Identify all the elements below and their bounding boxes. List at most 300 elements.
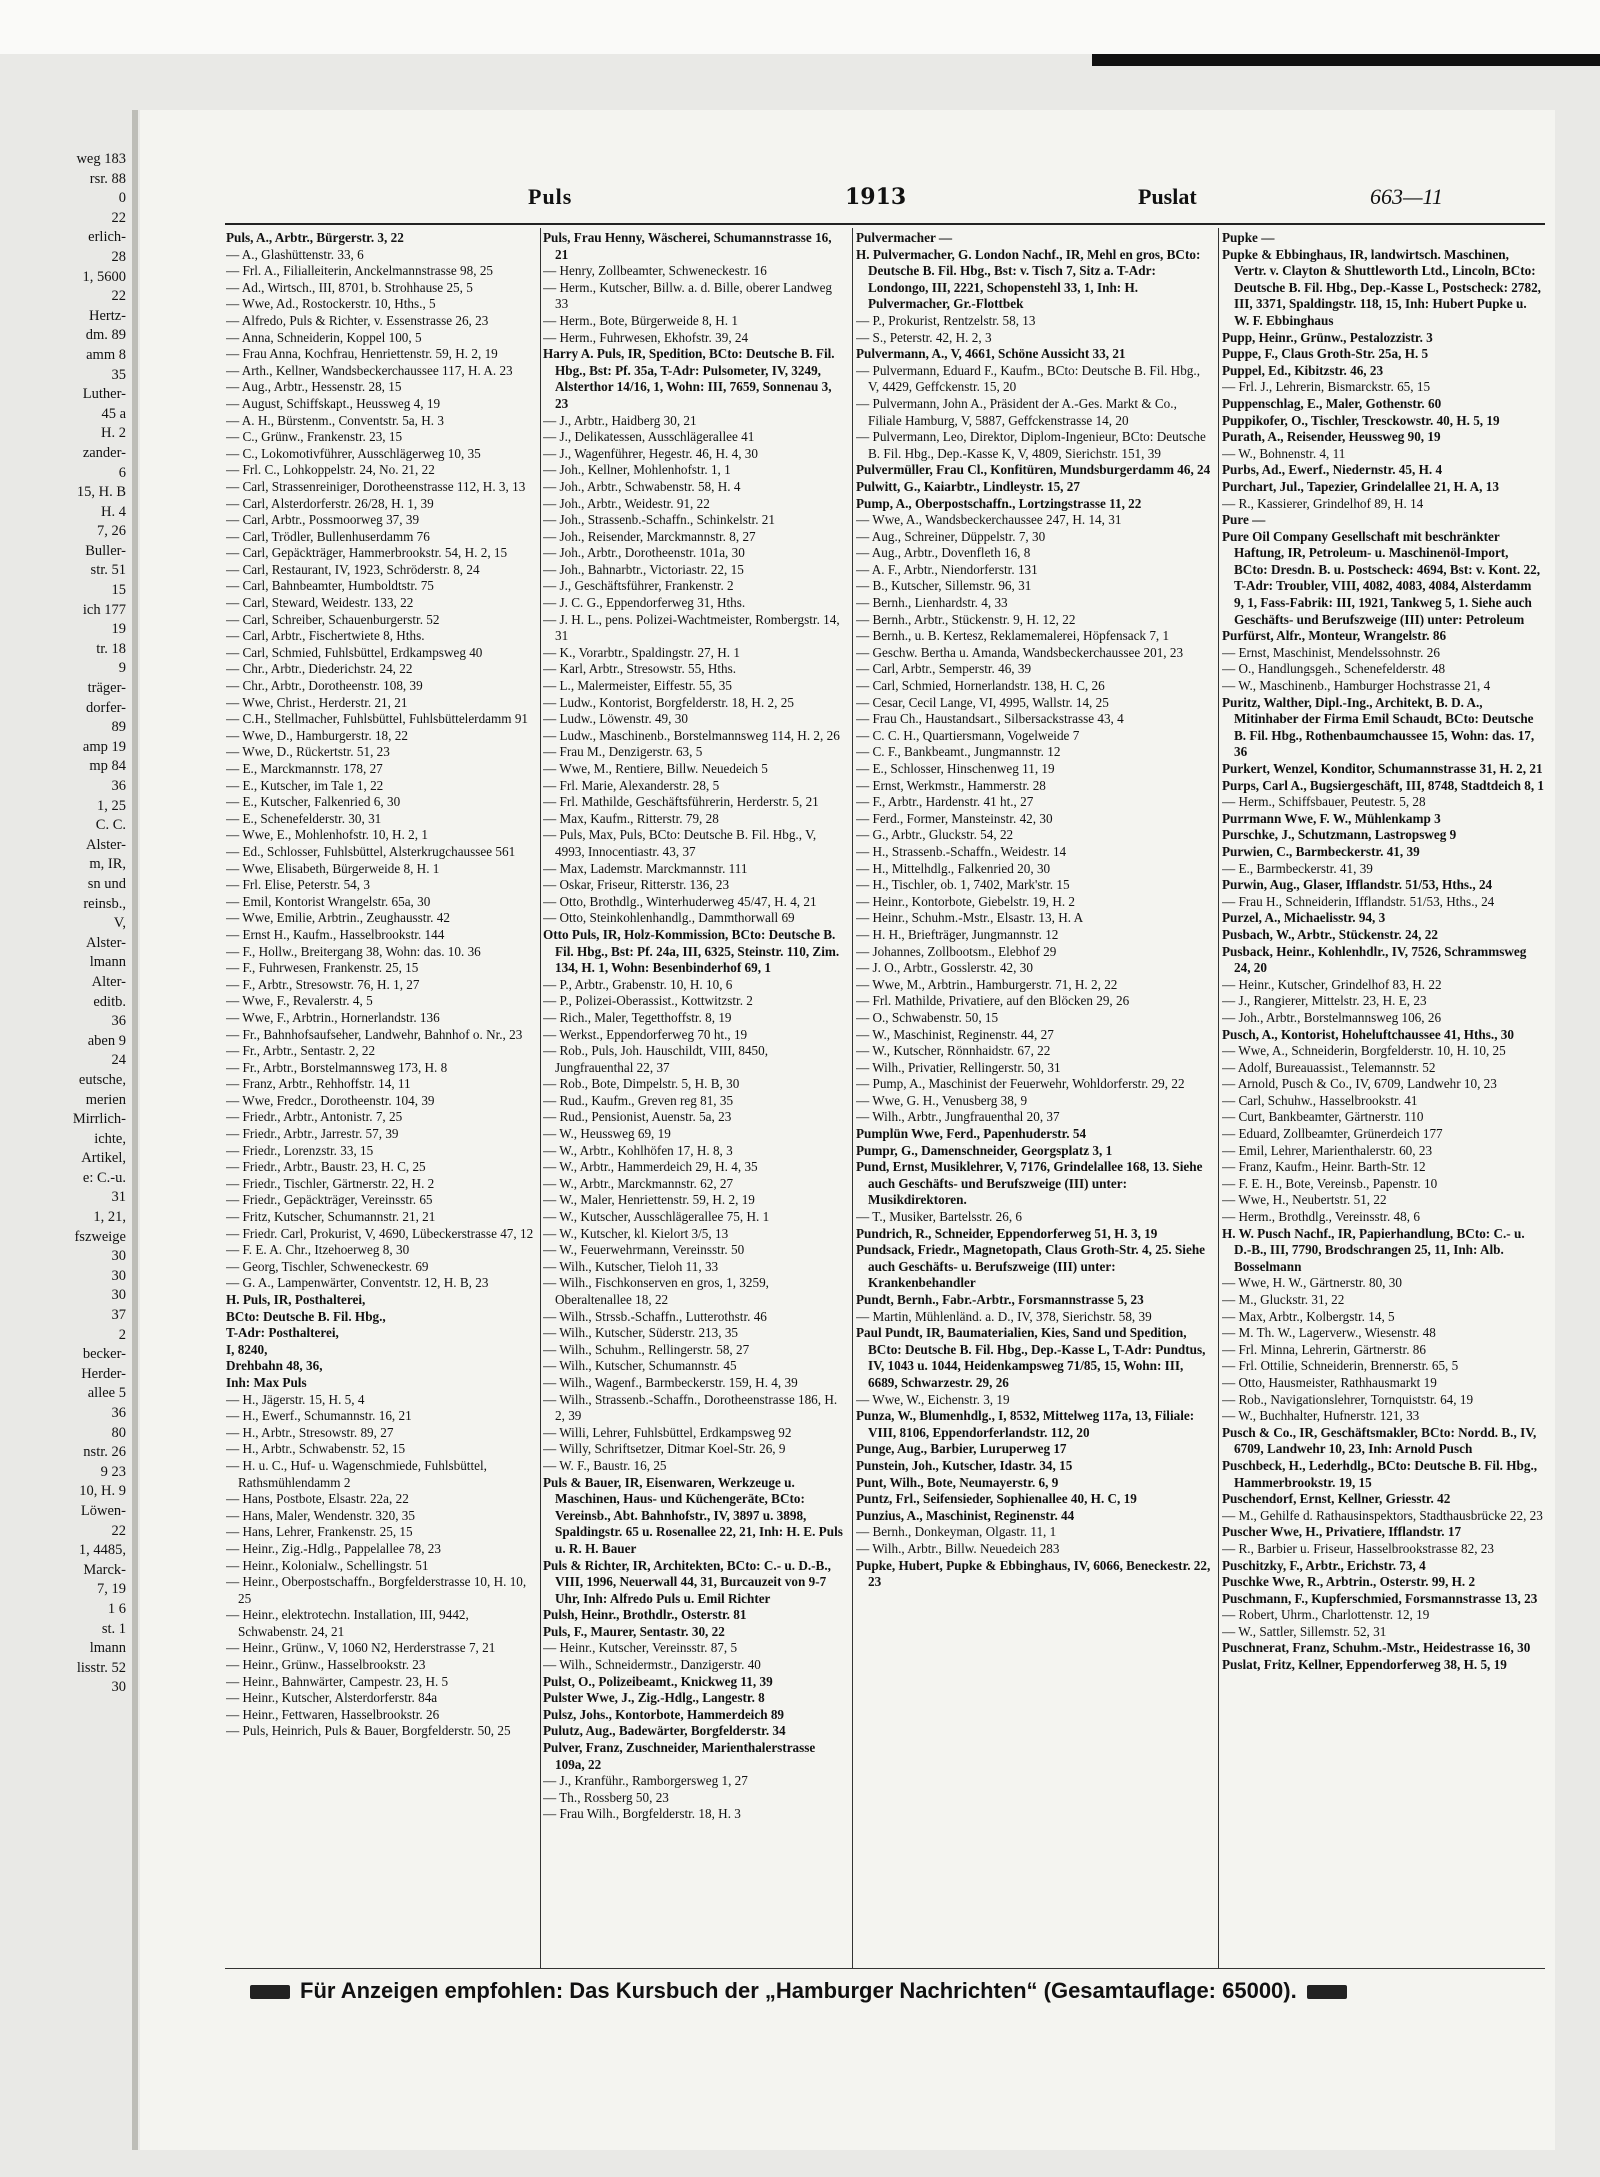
directory-entry: Pure —: [1222, 512, 1266, 528]
directory-entry: — O., Schwabenstr. 50, 15: [856, 1009, 999, 1025]
directory-entry: Pusch & Co., IR, Geschäftsmakler, BCto: Nordd. B., IV, 6709, Landwehr 10, 23, Inh: Arnold Pusch: [1222, 1424, 1537, 1457]
directory-entry: — E., Schenefelderstr. 30, 31: [226, 810, 382, 826]
directory-entry: Punzius, A., Maschinist, Reginenstr. 44: [856, 1507, 1075, 1523]
directory-entry: — Ernst, Maschinist, Mendelssohnstr. 26: [1222, 644, 1440, 660]
directory-entry: Pulsh, Heinr., Brothdlr., Osterstr. 81: [543, 1607, 747, 1623]
directory-entry: — Wilh., Privatier, Rellingerstr. 50, 31: [856, 1059, 1061, 1075]
directory-entry: — Anna, Schneiderin, Koppel 100, 5: [226, 329, 422, 345]
directory-entry: — Joh., Bahnarbtr., Victoriastr. 22, 15: [543, 561, 744, 577]
previous-page-fragment: e: C.-u.: [82, 1169, 126, 1186]
directory-entry: — Wwe, Christ., Herderstr. 21, 21: [226, 694, 408, 710]
previous-page-fragment: V,: [113, 915, 126, 932]
previous-page-fragment: Mirrlich-: [72, 1111, 126, 1128]
previous-page-fragment: lisstr. 52: [76, 1659, 126, 1676]
previous-page-fragment: fszweige: [74, 1228, 126, 1245]
previous-page-fragment: sn und: [87, 875, 126, 892]
directory-entry: — Wwe, Emilie, Arbtrin., Zeughausstr. 42: [226, 910, 450, 926]
directory-entry: — Heinr., Schuhm.-Mstr., Elsastr. 13, H. A: [856, 910, 1084, 926]
previous-page-fragment: nstr. 26: [83, 1444, 126, 1461]
directory-entry: — Carl, Steward, Weidestr. 133, 22: [226, 595, 414, 611]
directory-entry: — Carl, Schuhw., Hasselbrookstr. 41: [1222, 1092, 1418, 1108]
directory-entry: — Heinr., Bahnwärter, Campestr. 23, H. 5: [226, 1673, 449, 1689]
directory-entry: Pulvermüller, Frau Cl., Konfitüren, Mundsburgerdamm 46, 24: [856, 462, 1211, 478]
directory-entry: Pupp, Heinr., Grünw., Pestalozzistr. 3: [1222, 329, 1433, 345]
previous-page-fragment: Marck-: [83, 1561, 126, 1578]
column-divider: [540, 228, 541, 1968]
previous-page-fragment: aben 9: [87, 1032, 126, 1049]
directory-entry: BCto: Deutsche B. Fil. Hbg.,: [226, 1308, 386, 1324]
directory-entry: Pumplün Wwe, Ferd., Papenhuderstr. 54: [856, 1126, 1087, 1142]
directory-entry: — Wilh., Schneidermstr., Danzigerstr. 40: [543, 1657, 761, 1673]
directory-entry: — Fr., Arbtr., Sentastr. 2, 22: [226, 1043, 376, 1059]
directory-entry: — Wwe, Fredcr., Dorotheenstr. 104, 39: [226, 1092, 435, 1108]
previous-page-fragment: 30: [111, 1287, 126, 1304]
directory-entry: — Puls, Heinrich, Puls & Bauer, Borgfelderstr. 50, 25: [226, 1723, 511, 1739]
directory-entry: — J., Arbtr., Haidberg 30, 21: [543, 412, 697, 428]
directory-entry: — H., Arbtr., Stresowstr. 89, 27: [226, 1424, 394, 1440]
directory-entry: Pupke, Hubert, Pupke & Ebbinghaus, IV, 6066, Beneckestr. 22, 23: [856, 1557, 1211, 1590]
directory-entry: — W. F., Baustr. 16, 25: [543, 1457, 667, 1473]
previous-page-fragment: H. 2: [101, 425, 126, 442]
previous-page-fragment: 30: [111, 1267, 126, 1284]
previous-page-fragment: 30: [111, 1679, 126, 1696]
directory-entry: — Bernh., Arbtr., Stückenstr. 9, H. 12, 22: [856, 611, 1076, 627]
directory-entry: — Heinr., Oberpostschaffn., Borgfelderstrasse 10, H. 10, 25: [226, 1574, 527, 1606]
directory-entry: — Friedr. Carl, Prokurist, V, 4690, Lübeckerstrasse 47, 12: [226, 1225, 534, 1241]
directory-entry: — Eduard, Zollbeamter, Grünerdeich 177: [1222, 1126, 1443, 1142]
previous-page-fragment: ich 177: [82, 601, 126, 618]
directory-column-3: [856, 230, 1212, 1970]
previous-page-fragment: rsr. 88: [89, 170, 126, 187]
directory-entry: — Rob., Puls, Joh. Hauschildt, VIII, 8450, Jungfrauenthal 22, 37: [543, 1043, 769, 1075]
directory-entry: — Ed., Schlosser, Fuhlsbüttel, Alsterkrugchaussee 561: [226, 843, 516, 859]
previous-page-fragment: eutsche,: [78, 1071, 126, 1088]
directory-entry: — Ludw., Löwenstr. 49, 30: [543, 711, 688, 727]
directory-entry: — Henry, Zollbeamter, Schweneckestr. 16: [543, 263, 767, 279]
directory-entry: — Heinr., Fettwaren, Hasselbrookstr. 26: [226, 1706, 440, 1722]
previous-page-fragment: träger-: [87, 680, 126, 697]
directory-entry: — Carl, Alsterdorferstr. 26/28, H. 1, 39: [226, 495, 434, 511]
footer-text: Für Anzeigen empfohlen: Das Kursbuch der „Hamburger Nachrichten“ (Gesamtauflage: 65000).: [300, 1978, 1297, 2003]
previous-page-fragment: 35: [111, 366, 126, 383]
directory-entry: Purkert, Wenzel, Konditor, Schumannstrasse 31, H. 2, 21: [1222, 761, 1543, 776]
directory-entry: — Wwe, H. W., Gärtnerstr. 80, 30: [1222, 1275, 1402, 1291]
previous-page-fragment: 9: [118, 660, 126, 677]
directory-entry: — Georg, Tischler, Schweneckestr. 69: [226, 1258, 429, 1274]
directory-entry: Puschmann, F., Kupferschmied, Forsmannstrasse 13, 23: [1222, 1590, 1538, 1606]
header-page-number: 663—11: [1370, 184, 1443, 209]
directory-entry: — Cesar, Cecil Lange, VI, 4995, Wallstr. 14, 25: [856, 694, 1109, 710]
directory-entry: — C. F., Bankbeamt., Jungmannstr. 12: [856, 744, 1061, 760]
directory-entry: Purzel, A., Michaelisstr. 94, 3: [1222, 910, 1386, 926]
directory-entry: — E., Schlosser, Hinschenweg 11, 19: [856, 761, 1055, 776]
directory-entry: Puschitzky, F., Arbtr., Erichstr. 73, 4: [1222, 1557, 1426, 1573]
directory-entry: — W., Bohnenstr. 4, 11: [1222, 445, 1346, 461]
directory-entry: Pulver, Franz, Zuschneider, Marienthalerstrasse 109a, 22: [543, 1740, 816, 1772]
directory-entry: — C. C. H., Quartiersmann, Vogelweide 7: [856, 727, 1080, 743]
directory-entry: Punza, W., Blumenhdlg., I, 8532, Mittelweg 117a, 13, Filiale: VIII, 8106, Eppendorferlandstr. 112, 20: [856, 1408, 1195, 1440]
directory-entry: — J., Wagenführer, Hegestr. 46, H. 4, 30: [543, 445, 758, 461]
directory-entry: — P., Polizei-Oberassist., Kottwitzstr. 2: [543, 993, 753, 1009]
directory-entry: — W., Kutscher, Ausschlägerallee 75, H. 1: [543, 1209, 770, 1225]
previous-page-fragment: 22: [111, 209, 126, 226]
directory-entry: Pundt, Bernh., Fabr.-Arbtr., Forsmannstrasse 5, 23: [856, 1292, 1144, 1307]
directory-entry: — Pulvermann, Leo, Direktor, Diplom-Ingenieur, BCto: Deutsche B. Fil. Hbg., Dep.-Kasse K, V, 4809, Sierichstr. 151, 39: [856, 429, 1206, 461]
directory-entry: Pulvermacher —: [856, 230, 953, 245]
previous-page-fragment: 1 6: [107, 1600, 126, 1617]
directory-entry: Puls, Frau Henny, Wäscherei, Schumannstrasse 16, 21: [543, 230, 832, 262]
directory-entry: Pundrich, R., Schneider, Eppendorferweg 51, H. 3, 19: [856, 1225, 1158, 1241]
directory-entry: Puppikofer, O., Tischler, Tresckowstr. 40, H. 5, 19: [1222, 412, 1500, 428]
directory-entry: — Friedr., Gepäckträger, Vereinsstr. 65: [226, 1192, 433, 1208]
directory-entry: — H., Strassenb.-Schaffn., Weidestr. 14: [856, 843, 1067, 859]
directory-entry: I, 8240,: [226, 1341, 268, 1357]
directory-entry: — Ad., Wirtsch., III, 8701, b. Strohhause 25, 5: [226, 279, 473, 295]
directory-entry: — Frl. Marie, Alexanderstr. 28, 5: [543, 777, 720, 793]
directory-entry: Punge, Aug., Barbier, Luruperweg 17: [856, 1441, 1067, 1457]
directory-entry: — W., Maler, Henriettenstr. 59, H. 2, 19: [543, 1192, 755, 1208]
previous-page-fragment: reinsb.,: [83, 895, 126, 912]
previous-page-fragment: 6: [118, 464, 126, 481]
header-right-word: Puslat: [1138, 184, 1197, 209]
previous-page-fragment: Hertz-: [88, 307, 126, 324]
directory-entry: — Joh., Arbtr., Dorotheenstr. 101a, 30: [543, 545, 745, 561]
previous-page-fragment: C. C.: [95, 817, 126, 834]
directory-entry: — Curt, Bankbeamter, Gärtnerstr. 110: [1222, 1109, 1424, 1125]
directory-entry: — Bernh., Lienhardstr. 4, 33: [856, 595, 1008, 611]
directory-entry: — G. A., Lampenwärter, Conventstr. 12, H. B, 23: [226, 1275, 489, 1291]
directory-entry: — H., Jägerstr. 15, H. 5, 4: [226, 1391, 365, 1407]
directory-entry: — Fr., Arbtr., Borstelmannsweg 173, H. 8: [226, 1059, 448, 1075]
directory-entry: — W., Arbtr., Marckmannstr. 62, 27: [543, 1175, 734, 1191]
previous-page-fragment: m, IR,: [89, 856, 126, 873]
directory-entry: — Hans, Lehrer, Frankenstr. 25, 15: [226, 1524, 413, 1540]
previous-page-fragment: 22: [111, 288, 126, 305]
directory-entry: — Wilh., Strassenb.-Schaffn., Dorotheenstrasse 186, H. 2, 39: [543, 1391, 838, 1424]
directory-entry: — W., Arbtr., Hammerdeich 29, H. 4, 35: [543, 1159, 758, 1175]
directory-entry: — Joh., Kellner, Mohlenhofstr. 1, 1: [543, 462, 731, 478]
directory-entry: — Heinr., elektrotechn. Installation, III, 9442, Schwabenstr. 24, 21: [226, 1607, 469, 1639]
directory-entry: Puls, A., Arbtr., Bürgerstr. 3, 22: [226, 230, 404, 245]
previous-page-fragment: 45 a: [101, 405, 126, 422]
directory-entry: — R., Kassierer, Grindelhof 89, H. 14: [1222, 495, 1424, 511]
directory-entry: — Wilh., Schuhm., Rellingerstr. 58, 27: [543, 1341, 750, 1357]
directory-entry: Pupke & Ebbinghaus, IR, landwirtsch. Maschinen, Vertr. v. Clayton & Shuttleworth Ltd., Lincoln, BCto: Deutsche B. Fil. Hbg., Dep.-Kasse L, Postscheck: 2782, III, 3371, Spaldingstr. 118, 15, Inh: Hubert Pupke u. W. F. Ebbinghaus: [1222, 246, 1541, 328]
directory-entry: — H., Tischler, ob. 1, 7402, Mark'str. 15: [856, 877, 1070, 893]
directory-entry: Drehbahn 48, 36,: [226, 1358, 323, 1374]
directory-entry: — Wwe, M., Arbtrin., Hamburgerstr. 71, H. 2, 22: [856, 976, 1118, 992]
directory-entry: Puntz, Frl., Seifensieder, Sophienallee 40, H. C, 19: [856, 1491, 1137, 1507]
directory-entry: — Ferd., Former, Mansteinstr. 42, 30: [856, 810, 1053, 826]
directory-entry: — Ernst, Werkmstr., Hammerstr. 28: [856, 777, 1046, 793]
directory-entry: — W., Maschinist, Reginenstr. 44, 27: [856, 1026, 1054, 1042]
directory-entry: — P., Prokurist, Rentzelstr. 58, 13: [856, 312, 1036, 328]
previous-page-fragment: editb.: [93, 993, 126, 1010]
directory-entry: Puls, F., Maurer, Sentastr. 30, 22: [543, 1623, 725, 1639]
directory-entry: — W., Kutscher, kl. Kielort 3/5, 13: [543, 1225, 729, 1241]
directory-entry: — Max, Lademstr. Marckmannstr. 111: [543, 860, 748, 876]
directory-entry: — Rob., Navigationslehrer, Tornquiststr. 64, 19: [1222, 1391, 1474, 1407]
directory-entry: — Frl. A., Filialleiterin, Anckelmannstrasse 98, 25: [226, 263, 494, 279]
directory-entry: — Heinr., Kutscher, Vereinsstr. 87, 5: [543, 1640, 738, 1656]
directory-entry: — Johannes, Zollbootsm., Elebhof 29: [856, 943, 1057, 959]
directory-entry: Purwin, Aug., Glaser, Ifflandstr. 51/53, Hths., 24: [1222, 877, 1493, 893]
directory-entry: — Wwe, M., Rentiere, Billw. Neuedeich 5: [543, 761, 768, 776]
directory-entry: Puppenschlag, E., Maler, Gothenstr. 60: [1222, 395, 1442, 411]
directory-entry: — M. Th. W., Lagerverw., Wiesenstr. 48: [1222, 1325, 1436, 1341]
directory-entry: — Frau Ch., Haustandsart., Silbersackstrasse 43, 4: [856, 711, 1124, 727]
directory-entry: — H., Ewerf., Schumannstr. 16, 21: [226, 1408, 412, 1424]
directory-entry: — L., Malermeister, Eiffestr. 55, 35: [543, 678, 732, 694]
previous-page-fragment: 22: [111, 1522, 126, 1539]
directory-entry: Pumpr, G., Damenschneider, Georgsplatz 3, 1: [856, 1142, 1113, 1158]
previous-page-fragment: lmann: [89, 1640, 126, 1657]
directory-entry: — W., Maschinenb., Hamburger Hochstrasse 21, 4: [1222, 678, 1491, 694]
directory-entry: — Frl. J., Lehrerin, Bismarckstr. 65, 15: [1222, 379, 1431, 395]
directory-entry: — Chr., Arbtr., Diederichstr. 24, 22: [226, 661, 413, 677]
directory-entry: — Wwe, E., Mohlenhofstr. 10, H. 2, 1: [226, 827, 428, 843]
directory-entry: Pupke —: [1222, 230, 1275, 245]
directory-entry: — Rich., Maler, Tegetthoffstr. 8, 19: [543, 1009, 732, 1025]
previous-page-fragment: 2: [118, 1326, 126, 1343]
previous-page-fragment: st. 1: [101, 1620, 126, 1637]
directory-entry: — Bernh., u. B. Kertesz, Reklamemalerei, Höpfensack 7, 1: [856, 628, 1170, 644]
directory-entry: — Willi, Lehrer, Fuhlsbüttel, Erdkampsweg 92: [543, 1424, 792, 1440]
directory-entry: Pump, A., Oberpostschaffn., Lortzingstrasse 11, 22: [856, 495, 1142, 511]
directory-entry: Punstein, Joh., Kutscher, Idastr. 34, 15: [856, 1457, 1073, 1473]
directory-entry: — Carl, Strassenreiniger, Dorotheenstrasse 112, H. 3, 13: [226, 478, 526, 494]
directory-entry: — S., Peterstr. 42, H. 2, 3: [856, 329, 992, 345]
directory-entry: — Emil, Lehrer, Marienthalerstr. 60, 23: [1222, 1142, 1433, 1158]
previous-page-fragment: lmann: [89, 954, 126, 971]
directory-entry: — Bernh., Donkeyman, Olgastr. 11, 1: [856, 1524, 1057, 1540]
directory-entry: — Heinr., Kutscher, Alsterdorferstr. 84a: [226, 1690, 438, 1706]
previous-page-fragment: 1, 4485,: [78, 1542, 126, 1559]
previous-page-fragment: 7, 19: [97, 1581, 126, 1598]
directory-entry: — Heinr., Grünw., V, 1060 N2, Herderstrasse 7, 21: [226, 1640, 496, 1656]
directory-entry: Pulst, O., Polizeibeamt., Knickweg 11, 39: [543, 1673, 773, 1689]
directory-entry: — Carl, Schmied, Fuhlsbüttel, Erdkampsweg 40: [226, 644, 483, 660]
previous-page-fragment: 28: [111, 248, 126, 265]
directory-entry: Pure Oil Company Gesellschaft mit beschränkter Haftung, IR, Petroleum- u. Maschinenöl-Import, BCto: Dresdn. B. u. Postscheck: 4694, Bst: v. Kont. 22, T-Adr: Troubler, VIII, 4082, 4083, 4084, Alsterdamm 9, 1, Fass-Fabrik: III, 1921, Tankweg 5, 1. Siehe auch Geschäfts- und Berufszweige (III) unter: Petroleum: [1222, 528, 1541, 627]
directory-entry: H. Pulvermacher, G. London Nachf., IR, Mehl en gros, BCto: Deutsche B. Fil. Hbg., Bst: v. Tisch 7, Sitz a. T-Adr: Londongo, III, 2221, Schopenstehl 33, 1, Inh: H. Pulvermacher, Gr.-Flottbek: [856, 246, 1201, 312]
directory-entry: — C., Grünw., Frankenstr. 23, 15: [226, 429, 403, 445]
previous-page-fragment: weg 183: [76, 151, 126, 167]
previous-page-fragment: Buller-: [85, 542, 126, 559]
directory-entry: — J., Geschäftsführer, Frankenstr. 2: [543, 578, 734, 594]
directory-entry: — Wwe, W., Eichenstr. 3, 19: [856, 1391, 1010, 1407]
pointing-hand-icon: [250, 1985, 290, 1999]
previous-page-fragment: erlich-: [88, 229, 126, 246]
directory-entry: — Joh., Strassenb.-Schaffn., Schinkelstr. 21: [543, 512, 775, 528]
directory-entry: H. Puls, IR, Posthalterei,: [226, 1292, 366, 1307]
directory-entry: — C.H., Stellmacher, Fuhlsbüttel, Fuhlsbüttelerdamm 91: [226, 711, 529, 727]
directory-entry: — Carl, Schmied, Hornerlandstr. 138, H. C, 26: [856, 678, 1105, 694]
directory-entry: — Heinr., Kutscher, Grindelhof 83, H. 22: [1222, 976, 1442, 992]
previous-page-fragment: 15, H. B: [76, 484, 126, 501]
previous-page-fragment: Luther-: [82, 386, 126, 403]
previous-page-fragment: Alster-: [86, 836, 126, 853]
directory-entry: — Joh., Reisender, Marckmannstr. 8, 27: [543, 528, 756, 544]
previous-page-fragment: 89: [111, 719, 126, 736]
previous-page-fragment: Herder-: [81, 1365, 126, 1382]
previous-page-fragment: 30: [111, 1248, 126, 1265]
previous-page-edge: [0, 150, 128, 2000]
directory-entry: — Herm., Bote, Bürgerweide 8, H. 1: [543, 312, 738, 328]
directory-entry: — Franz, Kaufm., Heinr. Barth-Str. 12: [1222, 1159, 1426, 1175]
directory-entry: — K., Vorarbtr., Spaldingstr. 27, H. 1: [543, 644, 740, 660]
directory-entry: Inh: Max Puls: [226, 1374, 307, 1390]
directory-entry: — B., Kutscher, Sillemstr. 96, 31: [856, 578, 1032, 594]
directory-entry: — H., Mittelhdlg., Falkenried 20, 30: [856, 860, 1051, 876]
directory-entry: — R., Barbier u. Friseur, Hasselbrookstrasse 82, 23: [1222, 1540, 1494, 1556]
previous-page-fragment: zander-: [82, 444, 126, 461]
directory-column-4: [1222, 230, 1544, 1970]
previous-page-fragment: 7, 26: [97, 523, 126, 540]
directory-entry: — E., Kutscher, im Tale 1, 22: [226, 777, 384, 793]
directory-entry: — Friedr., Lorenzstr. 33, 15: [226, 1142, 374, 1158]
previous-page-fragment: 80: [111, 1424, 126, 1441]
directory-entry: — Fr., Bahnhofsaufseher, Landwehr, Bahnhof o. Nr., 23: [226, 1026, 523, 1042]
previous-page-fragment: Artikel,: [81, 1150, 126, 1167]
directory-entry: — F. E. H., Bote, Vereinsb., Papenstr. 10: [1222, 1175, 1438, 1191]
directory-entry: — A. H., Bürstenm., Conventstr. 5a, H. 3: [226, 412, 444, 428]
previous-page-fragment: Alster-: [86, 934, 126, 951]
directory-entry: — Wilh., Arbtr., Billw. Neuedeich 283: [856, 1540, 1060, 1556]
directory-entry: — Frl. Minna, Lehrerin, Gärtnerstr. 86: [1222, 1341, 1426, 1357]
directory-entry: Pusback, Heinr., Kohlenhdlr., IV, 7526, Schrammsweg 24, 20: [1222, 943, 1527, 976]
directory-entry: Puritz, Walther, Dipl.-Ing., Architekt, B. D. A., Mitinhaber der Firma Emil Schaudt, BCto: Deutsche B. Fil. Hbg., Rothenbaumchaussee 15, Wohn: das. 17, 36: [1222, 694, 1535, 760]
directory-entry: — A. F., Arbtr., Niendorferstr. 131: [856, 561, 1038, 577]
directory-entry: — Karl, Arbtr., Stresowstr. 55, Hths.: [543, 661, 737, 677]
previous-page-fragment: 1, 25: [97, 797, 126, 814]
directory-entry: — M., Gehilfe d. Rathausinspektors, Stadthausbrücke 22, 23: [1222, 1507, 1543, 1523]
previous-page-fragment: 15: [111, 582, 126, 599]
directory-entry: Puppe, F., Claus Groth-Str. 25a, H. 5: [1222, 346, 1429, 362]
directory-entry: Harry A. Puls, IR, Spedition, BCto: Deutsche B. Fil. Hbg., Bst: Pf. 35a, T-Adr: Pulsometer, IV, 3249, Alsterthor 14/16, 1, Wohn: III, 7659, Sonnenau 3, 23: [543, 346, 835, 411]
directory-entry: — Joh., Arbtr., Weidestr. 91, 22: [543, 495, 710, 511]
directory-entry: — Fritz, Kutscher, Schumannstr. 21, 21: [226, 1209, 436, 1225]
directory-entry: — F., Arbtr., Hardenstr. 41 ht., 27: [856, 794, 1034, 810]
directory-entry: — W., Buchhalter, Hufnerstr. 121, 33: [1222, 1408, 1420, 1424]
directory-entry: Puscher Wwe, H., Privatiere, Ifflandstr. 17: [1222, 1524, 1462, 1540]
directory-entry: — E., Barmbeckerstr. 41, 39: [1222, 860, 1373, 876]
directory-entry: — Wilh., Kutscher, Schumannstr. 45: [543, 1358, 737, 1374]
directory-entry: — Otto, Brothdlg., Winterhuderweg 45/47, H. 4, 21: [543, 893, 817, 909]
directory-entry: — Rud., Kaufm., Greven reg 81, 35: [543, 1092, 734, 1108]
directory-entry: — Th., Rossberg 50, 23: [543, 1789, 669, 1805]
directory-entry: — Otto, Hausmeister, Rathhausmarkt 19: [1222, 1374, 1437, 1390]
directory-entry: — Pump, A., Maschinist der Feuerwehr, Wohldorferstr. 29, 22: [856, 1076, 1185, 1092]
directory-entry: — Hans, Maler, Wendenstr. 320, 35: [226, 1507, 415, 1523]
directory-entry: — Wilh., Strssb.-Schaffn., Lutterothstr. 46: [543, 1308, 767, 1324]
directory-entry: — Carl, Restaurant, IV, 1923, Schröderstr. 8, 24: [226, 561, 480, 577]
directory-entry: — Wwe, F., Arbtrin., Hornerlandstr. 136: [226, 1009, 440, 1025]
previous-page-fragment: Alter-: [91, 973, 126, 990]
directory-entry: — F., Hollw., Breitergang 38, Wohn: das. 10. 36: [226, 943, 481, 959]
directory-entry: — Herm., Kutscher, Billw. a. d. Bille, oberer Landweg 33: [543, 279, 833, 312]
directory-entry: — A., Glashüttenstr. 33, 6: [226, 246, 364, 262]
previous-page-fragment: dorfer-: [86, 699, 126, 716]
directory-entry: — H. H., Briefträger, Jungmannstr. 12: [856, 926, 1059, 942]
directory-entry: — Frl. Elise, Peterstr. 54, 3: [226, 877, 370, 893]
directory-entry: — Heinr., Grünw., Hasselbrookstr. 23: [226, 1657, 426, 1673]
directory-entry: — Wilh., Kutscher, Süderstr. 213, 35: [543, 1325, 739, 1341]
previous-page-fragment: 24: [111, 1052, 126, 1069]
directory-entry: — Pulvermann, John A., Präsident der A.-Ges. Markt & Co., Filiale Hamburg, V, 5887, Geffckenstrasse 14, 20: [856, 395, 1177, 428]
directory-entry: — Joh., Arbtr., Borstelmannsweg 106, 26: [1222, 1009, 1442, 1025]
directory-entry: — W., Sattler, Sillemstr. 52, 31: [1222, 1623, 1387, 1639]
previous-page-fragment: H. 4: [101, 503, 126, 520]
footer-rule: [225, 1968, 1545, 1969]
directory-entry: — Geschw. Bertha u. Amanda, Wandsbeckerchaussee 201, 23: [856, 644, 1184, 660]
directory-entry: — Frl. Ottilie, Schneiderin, Brennerstr. 65, 5: [1222, 1358, 1459, 1374]
column-divider: [852, 228, 853, 1968]
directory-entry: — Rud., Pensionist, Auenstr. 5a, 23: [543, 1109, 732, 1125]
directory-entry: Puschke Wwe, R., Arbtrin., Osterstr. 99, H. 2: [1222, 1574, 1476, 1590]
directory-entry: — Wilh., Fischkonserven en gros, 1, 3259, Oberaltenallee 18, 22: [543, 1275, 769, 1307]
directory-entry: — Wwe, F., Revalerstr. 4, 5: [226, 993, 373, 1009]
page-gutter: [132, 110, 138, 2150]
previous-page-fragment: 1, 21,: [93, 1209, 126, 1226]
directory-entry: Purbs, Ad., Ewerf., Niedernstr. 45, H. 4: [1222, 462, 1443, 478]
directory-entry: Puls & Bauer, IR, Eisenwaren, Werkzeuge u. Maschinen, Haus- und Küchengeräte, BCto: Vereinsb., Abt. Bahnhofstr., IV, 3897 u. 3898, Spaldingstr. 65 u. Rosenallee 22, 21, Inh: H. E. Puls u. R. H. Bauer: [543, 1474, 843, 1556]
directory-entry: — Chr., Arbtr., Dorotheenstr. 108, 39: [226, 678, 423, 694]
directory-entry: — Wilh., Arbtr., Jungfrauenthal 20, 37: [856, 1109, 1060, 1125]
directory-entry: — Wwe, G. H., Venusberg 38, 9: [856, 1092, 1028, 1108]
directory-entry: Pulutz, Aug., Badewärter, Borgfelderstr. 34: [543, 1723, 786, 1739]
directory-entry: — Aug., Arbtr., Hessenstr. 28, 15: [226, 379, 402, 395]
directory-entry: — Martin, Mühlenländ. a. D., IV, 378, Sierichstr. 58, 39: [856, 1308, 1152, 1324]
previous-page-fragment: 1, 5600: [82, 268, 126, 285]
directory-entry: — Aug., Schreiner, Düppelstr. 7, 30: [856, 528, 1046, 544]
directory-entry: Puschbeck, H., Lederhdlg., BCto: Deutsche B. Fil. Hbg., Hammerbrookstr. 19, 15: [1222, 1457, 1538, 1490]
directory-entry: — J., Kranführ., Ramborgersweg 1, 27: [543, 1773, 748, 1789]
directory-entry: — Aug., Arbtr., Dovenfleth 16, 8: [856, 545, 1031, 561]
directory-entry: — Ludw., Kontorist, Borgfelderstr. 18, H. 2, 25: [543, 694, 794, 710]
header-left-word: Puls: [528, 184, 573, 209]
directory-entry: — Wwe, Ad., Rostockerstr. 10, Hths., 5: [226, 296, 436, 312]
directory-entry: — Carl, Trödler, Bullenhuserdamm 76: [226, 528, 430, 544]
directory-entry: — Heinr., Kontorbote, Giebelstr. 19, H. 2: [856, 893, 1076, 909]
header-year: 1913: [845, 184, 907, 210]
directory-entry: — Arth., Kellner, Wandsbeckerchaussee 117, H. A. 23: [226, 362, 513, 378]
directory-entry: Purps, Carl A., Bugsiergeschäft, III, 8748, Stadtdeich 8, 1: [1222, 777, 1544, 793]
previous-page-fragment: 10, H. 9: [79, 1483, 126, 1500]
directory-column-1: [226, 230, 534, 1970]
previous-page-fragment: dm. 89: [85, 327, 126, 344]
directory-entry: Purwien, C., Barmbeckerstr. 41, 39: [1222, 843, 1420, 859]
previous-page-fragment: 36: [111, 778, 126, 794]
scan-top-margin: [0, 0, 1600, 54]
previous-page-fragment: ichte,: [94, 1130, 126, 1147]
directory-entry: — Wwe, H., Neubertstr. 51, 22: [1222, 1192, 1387, 1208]
directory-entry: — Wwe, D., Hamburgerstr. 18, 22: [226, 727, 408, 743]
directory-entry: Puschendorf, Ernst, Kellner, Griesstr. 42: [1222, 1491, 1451, 1507]
black-edge-mark: [1092, 54, 1600, 66]
directory-entry: — W., Arbtr., Kohlhöfen 17, H. 8, 3: [543, 1142, 733, 1158]
previous-page-fragment: mp 84: [89, 758, 126, 775]
directory-entry: — Frau Anna, Kochfrau, Henriettenstr. 59, H. 2, 19: [226, 346, 498, 362]
directory-entry: — Hans, Postbote, Elsastr. 22a, 22: [226, 1491, 409, 1507]
directory-entry: Puls & Richter, IR, Architekten, BCto: C.- u. D.-B., VIII, 1996, Neuerwall 44, 31, Burcauzeit von 9-7 Uhr, Inh: Alfredo Puls u. Emil Richter: [543, 1557, 831, 1606]
directory-entry: — Pulvermann, Eduard F., Kaufm., BCto: Deutsche B. Fil. Hbg., V, 4429, Geffckenstr. 15, 20: [856, 362, 1200, 395]
directory-entry: Puppel, Ed., Kibitzstr. 46, 23: [1222, 362, 1384, 378]
directory-entry: H. W. Pusch Nachf., IR, Papierhandlung, BCto: C.- u. D.-B., III, 7790, Brodschrangen 25, 11, Inh: Alb. Bosselmann: [1222, 1225, 1525, 1274]
directory-entry: — Joh., Arbtr., Schwabenstr. 58, H. 4: [543, 478, 741, 494]
directory-entry: — Max, Arbtr., Kolbergstr. 14, 5: [1222, 1308, 1395, 1324]
directory-entry: — Friedr., Tischler, Gärtnerstr. 22, H. 2: [226, 1175, 435, 1191]
